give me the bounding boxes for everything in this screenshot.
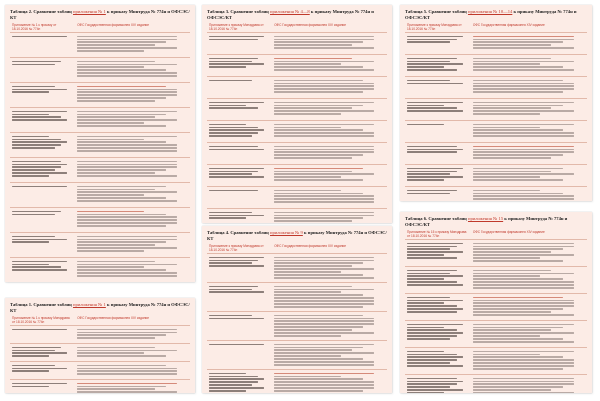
row-label-cell: [10, 158, 75, 183]
row-label-cell: [207, 341, 272, 370]
row-value-cell: [471, 121, 587, 143]
table-row: [405, 55, 587, 77]
row-label-cell: [207, 121, 272, 143]
row-value-cell: [471, 348, 587, 375]
table-row: [10, 362, 190, 380]
table-row: [10, 83, 190, 108]
table-row: [207, 370, 387, 393]
table-row: [10, 33, 190, 58]
table-row: [405, 294, 587, 321]
table-header-row: [405, 229, 587, 240]
card-title-text: Таблица 1. Сравнение таблиц: [10, 302, 72, 307]
table-row: [10, 58, 190, 83]
card-title-tail: к приказу Минтруда № 774н и ОФСЭС/КТ: [10, 9, 190, 20]
appendix-link[interactable]: приложения № 1: [72, 302, 106, 307]
card-title-tail: к приказу Минтруда № 774н и ОФСЭС/КТ: [405, 9, 577, 20]
column-header-order: Приложение № 1 к приказу Минздрава от 18.10.2016 № 774н: [12, 316, 70, 325]
row-value-cell: [75, 83, 190, 108]
column-header-ofs: ОФС Государственная фармакопея XIV издание: [77, 23, 150, 28]
row-value-cell: [272, 283, 387, 312]
row-label-cell: [405, 121, 471, 143]
row-value-cell: [471, 55, 587, 77]
comparison-table: [10, 315, 190, 393]
row-value-cell: [471, 99, 587, 121]
comparison-table: [10, 22, 190, 282]
row-value-cell: [272, 165, 387, 187]
table-row: [10, 326, 190, 344]
table-row: [10, 133, 190, 158]
comparison-card-table-3: [202, 5, 392, 223]
row-label-cell: [405, 294, 471, 321]
table-row: [207, 341, 387, 370]
row-value-cell: [272, 121, 387, 143]
row-value-cell: [75, 362, 190, 380]
row-label-cell: [207, 165, 272, 187]
column-header-ofs: ОФС Государственная фармакопея XIV издание: [472, 23, 545, 28]
row-value-cell: [75, 380, 190, 393]
row-value-cell: [75, 233, 190, 258]
card-title-text: Таблица 2. Сравнение таблиц: [10, 9, 72, 14]
row-label-cell: [10, 233, 75, 258]
table-row: [405, 121, 587, 143]
table-header-row: [207, 243, 387, 254]
column-header-ofs: ОФС Государственная фармакопея XIV издание: [472, 230, 545, 235]
row-value-cell: [471, 294, 587, 321]
card-title-tail: к приказу Минтруда № 774н и ОФСЭС/КТ: [207, 230, 387, 241]
column-header-ofs: ОФС Государственная фармакопея XIV издание: [77, 316, 150, 321]
row-label-cell: [10, 108, 75, 133]
row-value-cell: [471, 77, 587, 99]
row-value-cell: [75, 208, 190, 233]
row-value-cell: [471, 187, 587, 201]
table-row: [10, 258, 190, 282]
column-header-ofs: ОФС Государственная фармакопея XIV издание: [274, 23, 347, 28]
table-row: [207, 283, 387, 312]
row-label-cell: [10, 362, 75, 380]
row-value-cell: [471, 240, 587, 267]
row-value-cell: [471, 33, 587, 55]
column-header-order: Приложение к приказу Минздрава от 18.10.2016 № 774н: [209, 244, 264, 253]
row-value-cell: [272, 341, 387, 370]
row-label-cell: [405, 143, 471, 165]
row-label-cell: [405, 77, 471, 99]
card-title-text: Таблица 4. Сравнение таблиц: [207, 230, 269, 235]
table-row: [207, 121, 387, 143]
table-header-row: [10, 315, 190, 326]
comparison-card-table-6: [400, 212, 592, 393]
row-label-cell: [10, 258, 75, 282]
table-header-row: [207, 22, 387, 33]
row-value-cell: [272, 312, 387, 341]
row-value-cell: [272, 55, 387, 77]
row-value-cell: [75, 326, 190, 344]
row-label-cell: [405, 321, 471, 348]
row-value-cell: [75, 183, 190, 208]
table-row: [405, 187, 587, 201]
row-value-cell: [272, 143, 387, 165]
row-value-cell: [75, 108, 190, 133]
row-label-cell: [405, 267, 471, 294]
appendix-link[interactable]: приложения № 10—14: [467, 9, 513, 14]
comparison-card-table-1: [5, 298, 195, 393]
card-title-text: Таблица 3. Сравнение таблиц: [207, 9, 269, 14]
column-header-ofs: ОФС Государственная фармакопея XIV издание: [274, 244, 347, 249]
row-label-cell: [10, 208, 75, 233]
row-value-cell: [75, 158, 190, 183]
table-row: [207, 77, 387, 99]
table-row: [405, 165, 587, 187]
column-header-order: Приложение к приказу Минздрава от 18.10.2016 № 774н: [209, 23, 264, 32]
row-value-cell: [471, 165, 587, 187]
table-row: [405, 348, 587, 375]
comparison-table: [207, 243, 387, 393]
table-row: [207, 99, 387, 121]
row-label-cell: [10, 33, 75, 58]
card-title-text: Таблица 5. Сравнение таблиц: [405, 9, 467, 14]
row-value-cell: [272, 33, 387, 55]
row-label-cell: [207, 99, 272, 121]
table-row: [10, 108, 190, 133]
row-label-cell: [207, 77, 272, 99]
card-title-text: Таблица 6. Сравнение таблиц: [405, 216, 467, 221]
row-label-cell: [207, 55, 272, 77]
card-title: [10, 9, 190, 20]
table-row: [207, 187, 387, 209]
row-label-cell: [405, 375, 471, 393]
row-value-cell: [272, 370, 387, 393]
row-label-cell: [405, 99, 471, 121]
row-value-cell: [272, 209, 387, 223]
table-row: [405, 321, 587, 348]
comparison-table: [207, 22, 387, 223]
row-label-cell: [207, 209, 272, 223]
table-row: [405, 375, 587, 393]
card-title: [207, 9, 387, 20]
row-label-cell: [10, 344, 75, 362]
table-row: [405, 99, 587, 121]
row-label-cell: [405, 240, 471, 267]
row-label-cell: [207, 312, 272, 341]
row-value-cell: [471, 143, 587, 165]
row-value-cell: [272, 187, 387, 209]
card-title: [207, 230, 387, 241]
row-value-cell: [471, 267, 587, 294]
row-label-cell: [207, 370, 272, 393]
row-label-cell: [207, 187, 272, 209]
table-row: [207, 165, 387, 187]
row-value-cell: [75, 344, 190, 362]
row-label-cell: [10, 133, 75, 158]
row-value-cell: [75, 133, 190, 158]
appendix-link[interactable]: приложения № 4—8: [269, 9, 310, 14]
table-row: [10, 380, 190, 393]
comparison-card-table-2: [5, 5, 195, 282]
card-title-tail: к приказу Минтруда № 774н и ОФСЭС/КТ: [10, 302, 190, 313]
row-label-cell: [405, 33, 471, 55]
table-row: [405, 143, 587, 165]
table-row: [10, 233, 190, 258]
table-row: [405, 267, 587, 294]
row-label-cell: [10, 326, 75, 344]
comparison-table: [405, 229, 587, 393]
row-value-cell: [272, 77, 387, 99]
table-header-row: [10, 22, 190, 33]
row-label-cell: [207, 283, 272, 312]
row-label-cell: [207, 143, 272, 165]
table-row: [405, 33, 587, 55]
row-label-cell: [405, 165, 471, 187]
row-value-cell: [75, 258, 190, 282]
table-row: [207, 254, 387, 283]
table-header-row: [405, 22, 587, 33]
row-label-cell: [10, 183, 75, 208]
row-label-cell: [207, 33, 272, 55]
table-row: [207, 209, 387, 223]
row-label-cell: [405, 187, 471, 201]
row-label-cell: [10, 83, 75, 108]
table-row: [10, 183, 190, 208]
card-title: [10, 302, 190, 313]
card-title: [405, 9, 587, 20]
appendix-link[interactable]: приложения № 1: [72, 9, 106, 14]
appendix-link[interactable]: приложения № 15: [467, 216, 504, 221]
table-row: [405, 240, 587, 267]
row-value-cell: [471, 375, 587, 393]
row-value-cell: [272, 99, 387, 121]
table-row: [207, 55, 387, 77]
card-title: [405, 216, 587, 227]
row-value-cell: [75, 58, 190, 83]
table-row: [405, 77, 587, 99]
row-label-cell: [10, 58, 75, 83]
comparison-table: [405, 22, 587, 201]
table-row: [10, 158, 190, 183]
row-label-cell: [207, 254, 272, 283]
row-label-cell: [405, 55, 471, 77]
row-value-cell: [272, 254, 387, 283]
comparison-card-table-4: [202, 226, 392, 393]
row-value-cell: [75, 33, 190, 58]
column-header-order: Приложение № 1 к приказу от 18.10.2016 № 774н: [12, 23, 57, 32]
column-header-order: Приложение к приказу Минздрава от 18.10.2016 № 774н: [407, 23, 462, 32]
card-title-tail: к приказу Минтруда № 774н и ОФСЭС/КТ: [207, 9, 374, 20]
table-row: [207, 33, 387, 55]
row-label-cell: [405, 348, 471, 375]
row-label-cell: [10, 380, 75, 393]
column-header-order: Приложение № 15 к приказу Минздрава от 18.10.2016 № 774н: [407, 230, 467, 239]
appendix-link[interactable]: приложения № 9: [269, 230, 303, 235]
table-row: [207, 312, 387, 341]
comparison-card-table-5: [400, 5, 592, 201]
table-row: [207, 143, 387, 165]
table-row: [10, 344, 190, 362]
row-value-cell: [471, 321, 587, 348]
table-row: [10, 208, 190, 233]
card-title-tail: к приказу Минтруда № 774н и ОФСЭС/КТ: [405, 216, 568, 227]
